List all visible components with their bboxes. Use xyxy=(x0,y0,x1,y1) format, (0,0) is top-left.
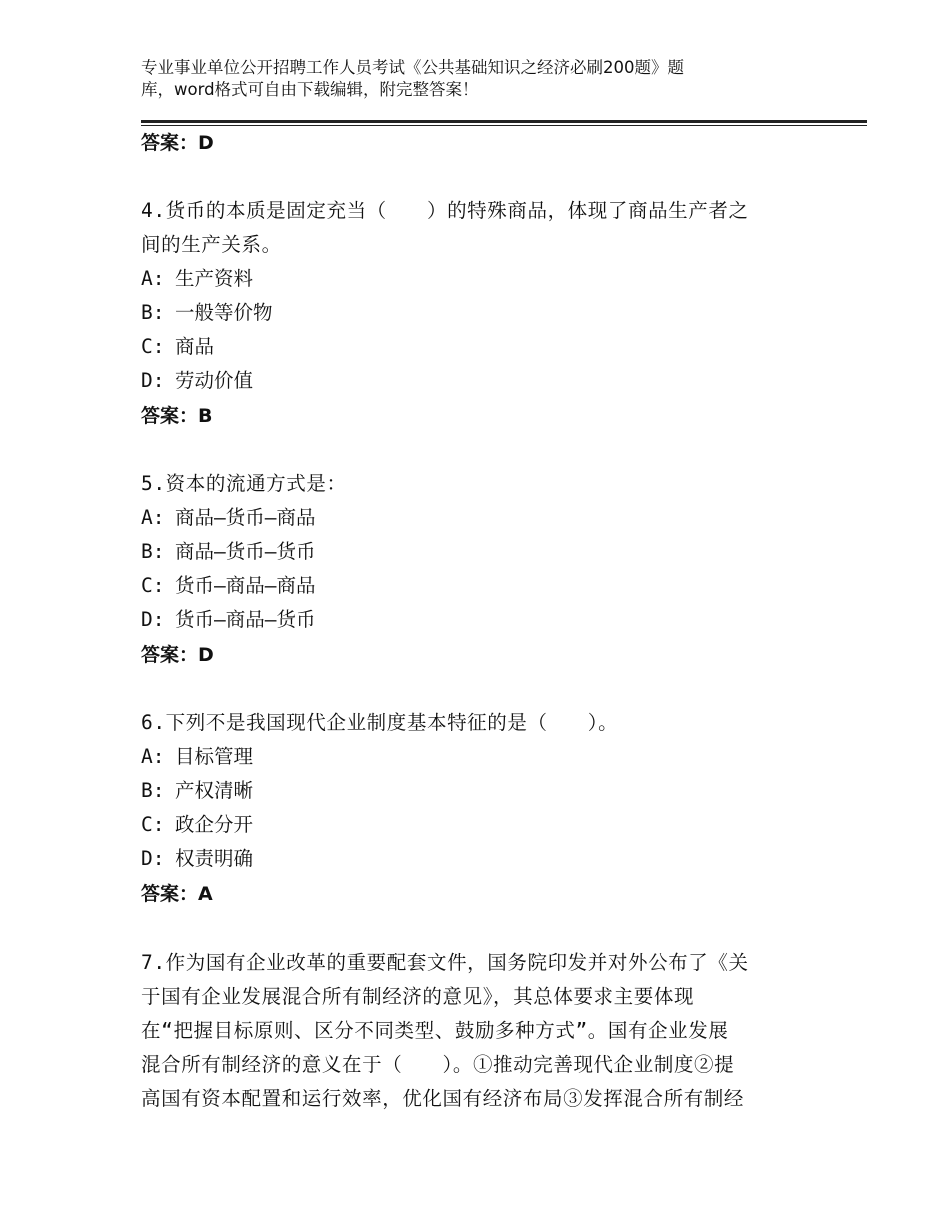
answer-label: 答案：A xyxy=(141,883,213,905)
option-key: D: xyxy=(141,369,165,392)
option-a xyxy=(141,505,315,531)
option-text: 商品—货币—商品 xyxy=(175,506,316,529)
option-d xyxy=(141,368,253,394)
document-header xyxy=(141,57,781,101)
option-b xyxy=(141,539,315,565)
option-b xyxy=(141,300,273,326)
answer-label: 答案：D xyxy=(141,132,214,154)
option-b xyxy=(141,778,253,804)
option-text: 商品 xyxy=(175,335,215,358)
option-key: B: xyxy=(141,540,165,563)
header-rule-thin xyxy=(141,125,867,126)
answer-label: 答案：D xyxy=(141,644,214,666)
question-stem-line: 7.作为国有企业改革的重要配套文件，国务院印发并对外公布了《关 xyxy=(141,951,749,974)
option-key: B: xyxy=(141,301,165,324)
option-key: D: xyxy=(141,608,165,631)
question-stem-line: 6.下列不是我国现代企业制度基本特征的是（ ）。 xyxy=(141,711,619,734)
option-text: 劳动价值 xyxy=(175,369,254,392)
option-text: 货币—商品—商品 xyxy=(175,574,316,597)
option-d xyxy=(141,846,253,872)
header-line-1: 专业事业单位公开招聘工作人员考试《公共基础知识之经济必刷200题》题 xyxy=(141,58,684,77)
header-line-2: 库，word格式可自由下载编辑，附完整答案！ xyxy=(141,80,479,99)
option-text: 一般等价物 xyxy=(175,301,273,324)
option-c xyxy=(141,334,214,360)
option-key: C: xyxy=(141,574,165,597)
option-a xyxy=(141,744,253,770)
option-key: D: xyxy=(141,847,165,870)
question-stem-line: 于国有企业发展混合所有制经济的意见》，其总体要求主要体现 xyxy=(141,985,695,1008)
option-key: A: xyxy=(141,506,165,529)
header-rule-thick xyxy=(141,120,867,123)
option-key: C: xyxy=(141,335,165,358)
option-key: A: xyxy=(141,745,165,768)
question-stem-line: 4.货币的本质是固定充当（ ）的特殊商品，体现了商品生产者之 xyxy=(141,199,749,222)
option-text: 商品—货币—货币 xyxy=(175,540,316,563)
option-text: 权责明确 xyxy=(175,847,254,870)
question-stem-line: 高国有资本配置和运行效率，优化国有经济布局③发挥混合所有制经 xyxy=(141,1087,745,1110)
option-text: 政企分开 xyxy=(175,813,254,836)
option-key: A: xyxy=(141,267,165,290)
option-text: 目标管理 xyxy=(175,745,254,768)
option-text: 货币—商品—货币 xyxy=(175,608,316,631)
option-key: B: xyxy=(141,779,165,802)
question-stem-line: 混合所有制经济的意义在于（ ）。①推动完善现代企业制度②提 xyxy=(141,1053,735,1076)
option-d xyxy=(141,607,315,633)
option-a xyxy=(141,266,253,292)
answer-label: 答案：B xyxy=(141,405,213,427)
option-c xyxy=(141,812,253,838)
question-stem-line: 5.资本的流通方式是： xyxy=(141,472,347,495)
option-c xyxy=(141,573,315,599)
option-key: C: xyxy=(141,813,165,836)
option-text: 产权清晰 xyxy=(175,779,254,802)
question-stem-line: 在“把握目标原则、区分不同类型、鼓励多种方式”。国有企业发展 xyxy=(141,1019,729,1042)
question-stem-line: 间的生产关系。 xyxy=(141,233,282,256)
option-text: 生产资料 xyxy=(175,267,254,290)
